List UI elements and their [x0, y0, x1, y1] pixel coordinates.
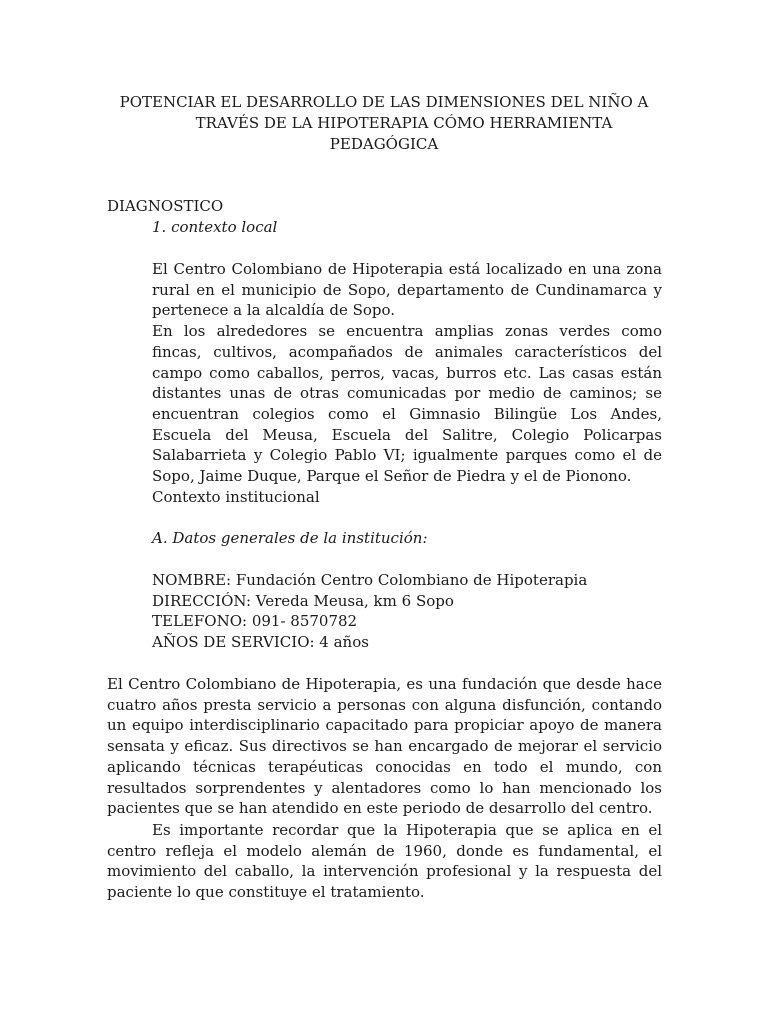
- detail-nombre: NOMBRE: Fundación Centro Colombiano de Hipoterapia: [152, 571, 588, 589]
- subheading-contexto-local: 1. contexto local: [152, 218, 278, 236]
- paragraph-foundation-text: El Centro Colombiano de Hipoterapia, es una fundación que desde hace cuatro años presta servicio a personas con alguna disfunción, contando un equipo interdisciplinario capacitado para propiciar apoyo de manera sensata y eficaz. Sus directivos se han encargado de mejorar el servicio aplicando técnicas terapéuticas conocidas en todo el mundo, con resultados sorprendentes y alentadores como lo han mencionado los pacientes que se han atendido en este periodo de desarrollo del centro.: [107, 675, 662, 818]
- section-heading-diagnostico: DIAGNOSTICO: [107, 197, 224, 215]
- paragraph-german-model-text: Es importante recordar que la Hipoterapia que se aplica en el centro refleja el modelo alemán de 1960, donde es fundamental, el movimiento del caballo, la intervención profesional y la respuesta del paciente lo que constituye el tratamiento.: [107, 821, 662, 902]
- title-line-3: PEDAGÓGICA: [329, 135, 439, 153]
- context-institutional-label: Contexto institucional: [152, 488, 320, 506]
- paragraph-foundation-description: [107, 674, 662, 819]
- institution-details: [152, 570, 587, 653]
- detail-direccion: DIRECCIÓN: Vereda Meusa, km 6 Sopo: [152, 591, 454, 610]
- title-line-1: POTENCIAR EL DESARROLLO DE LAS DIMENSIONES DEL NIÑO A: [119, 93, 649, 111]
- paragraph-local-context: [152, 259, 662, 487]
- subheading-datos-generales: A. Datos generales de la institución:: [152, 529, 428, 547]
- title-line-2: TRAVÉS DE LA HIPOTERAPIA CÓMO HERRAMIENTA: [195, 114, 613, 132]
- document-title: [100, 92, 668, 155]
- paragraph-location: El Centro Colombiano de Hipoterapia está localizado en una zona rural en el municipio de Sopo, departamento de Cundinamarca y pertenece a la alcaldía de Sopo.: [152, 260, 662, 320]
- paragraph-german-model: [107, 820, 662, 903]
- detail-anos-servicio: AÑOS DE SERVICIO: 4 años: [152, 633, 369, 652]
- detail-telefono: TELEFONO: 091- 8570782: [152, 612, 358, 631]
- paragraph-surroundings: En los alrededores se encuentra amplias zonas verdes como fincas, cultivos, acompañados de animales característicos del campo como caballos, perros, vacas, burros etc. Las casas están distantes unas de otras comunicadas por medio de caminos; se encuentran colegios como el Gimnasio Bilingüe Los Andes, Escuela del Meusa, Escuela del Salitre, Colegio Policarpas Salabarrieta y Colegio Pablo VI; igualmente parques como el de Sopo, Jaime Duque, Parque el Señor de Piedra y el de Pionono.: [152, 322, 662, 486]
